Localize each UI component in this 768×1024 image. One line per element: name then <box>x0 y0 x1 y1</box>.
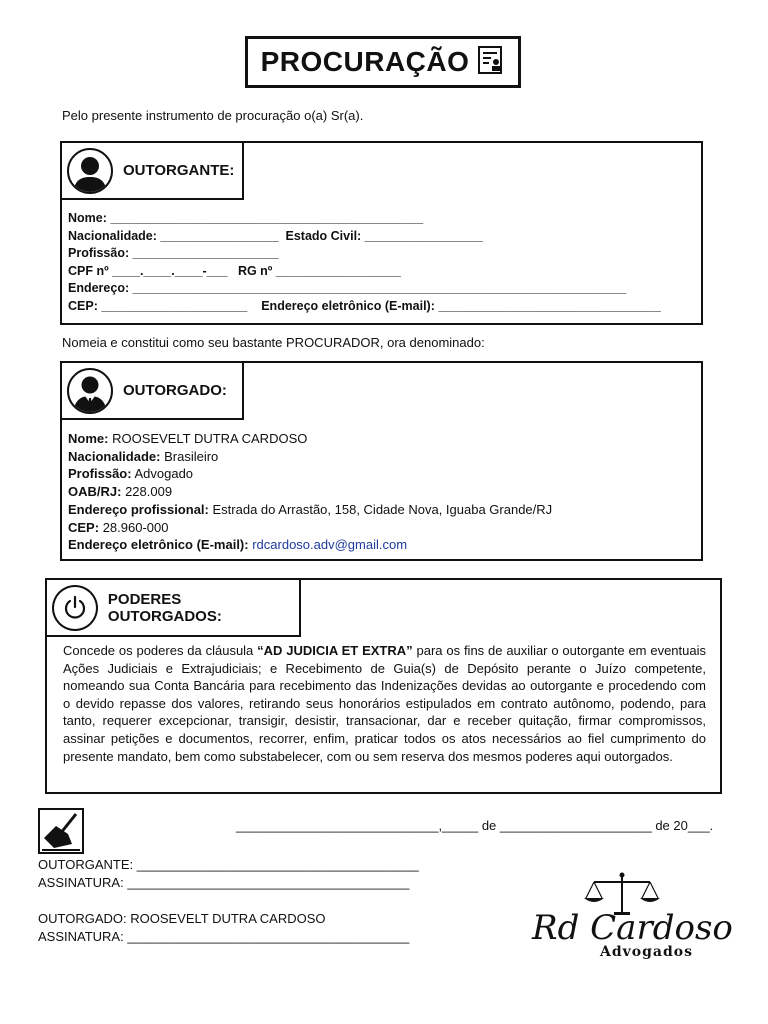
field-cep-email[interactable]: CEP: _____________________ Endereço eletrônico (E-mail): ________________________________ <box>68 298 661 313</box>
signature-outorgado: OUTORGADO: ROOSEVELT DUTRA CARDOSO <box>38 911 326 926</box>
outorgado-heading: OUTORGADO: <box>123 382 227 399</box>
nomeia-text: Nomeia e constitui como seu bastante PROCURADOR, ora denominado: <box>62 335 485 350</box>
value: ROOSEVELT DUTRA CARDOSO <box>112 431 308 446</box>
person-icon <box>67 148 113 194</box>
outorgado-oab <box>68 483 552 501</box>
law-firm-logo <box>530 870 733 970</box>
value: Advogado <box>134 466 194 482</box>
field-endereco[interactable]: Endereço: _______________________________________________________________________ <box>68 281 627 296</box>
outorgado-profissao <box>68 465 552 483</box>
poderes-text <box>63 642 706 765</box>
email-link[interactable]: rdcardoso.adv@gmail.com <box>252 537 408 553</box>
date-line[interactable]: ____________________________,_____ de _____________________ de 20___. <box>236 818 714 833</box>
logo-subtitle: Advogados <box>600 944 693 960</box>
poderes-text-start: Concede os poderes da cláusula <box>63 643 258 658</box>
field-nacionalidade[interactable]: Nacionalidade: _________________ Estado Civil: _________________ <box>68 228 483 243</box>
label: Profissão: <box>68 466 132 482</box>
poderes-header <box>45 578 301 637</box>
signature-line-1[interactable]: ASSINATURA: _______________________________________ <box>38 875 410 890</box>
page-title: PROCURAÇÃO <box>260 46 470 77</box>
label: Endereço eletrônico (E-mail): <box>68 537 249 553</box>
outorgado-cep <box>68 519 552 537</box>
poderes-text-rest: para os fins de auxiliar o outorgante em eventuais Ações Judiciais e Extrajudiciais; e Recebimento de Guia(s) de Depósito perante o Juízo competente, nomeando sua Conta Bancária para recebimento das Indenizações devidas ao outorgante e procedendo com o devido repasse dos valores, retirando seus honorários estipulados em contrato autônomo, podendo, para tanto, requerer excepcionar, transigir, desistir, transacionar, dar e receber quitação, firmar compromissos, assinar petições e documentos, recorrer, enfim, praticar todos os atos necessários ao fiel cumprimento do presente mandato, bem como substabelecer, com ou sem reserva dos mesmos poderes aqui outorgados. <box>63 643 706 764</box>
value: 28.960-000 <box>102 519 169 535</box>
outorgante-header <box>60 141 244 200</box>
value: Estrada do Arrastão, 158, Cidade Nova, Iguaba Grande/RJ <box>212 501 553 517</box>
label: CEP: <box>68 519 100 535</box>
signature-outorgante[interactable]: OUTORGANTE: _______________________________________ <box>38 857 419 872</box>
document-icon <box>477 45 505 80</box>
outorgado-nome <box>68 430 552 448</box>
intro-text: Pelo presente instrumento de procuração o(a) Sr(a). <box>62 108 364 123</box>
label: Endereço profissional: <box>68 501 209 517</box>
outorgante-heading: OUTORGANTE: <box>123 162 235 179</box>
value: Brasileiro <box>164 448 219 464</box>
signing-hand-icon <box>38 808 84 854</box>
logo-name: Rd Cardoso <box>532 908 733 948</box>
field-nome[interactable]: Nome: _____________________________________________ <box>68 211 424 225</box>
value: 228.009 <box>125 484 173 500</box>
power-icon <box>52 585 98 631</box>
businessman-icon <box>67 368 113 414</box>
title-box <box>245 36 521 88</box>
poderes-heading: PODERES OUTORGADOS: <box>107 590 222 625</box>
outorgado-info <box>68 430 552 554</box>
outorgado-endereco <box>68 501 552 519</box>
signature-line-2[interactable]: ASSINATURA: _______________________________________ <box>38 929 410 944</box>
field-profissao[interactable]: Profissão: _____________________ <box>68 246 279 261</box>
label: Nacionalidade: <box>68 448 161 464</box>
field-cpf-rg[interactable]: CPF nº ____.____.____-___ RG nº __________________ <box>68 263 401 278</box>
label: Nome: <box>68 431 109 446</box>
outorgado-header <box>60 361 244 420</box>
poderes-clause: “AD JUDICIA ET EXTRA” <box>257 643 413 658</box>
label: OAB/RJ: <box>68 484 122 500</box>
outorgado-email <box>68 536 552 554</box>
outorgante-fields <box>68 210 661 316</box>
outorgado-nacionalidade <box>68 448 552 466</box>
